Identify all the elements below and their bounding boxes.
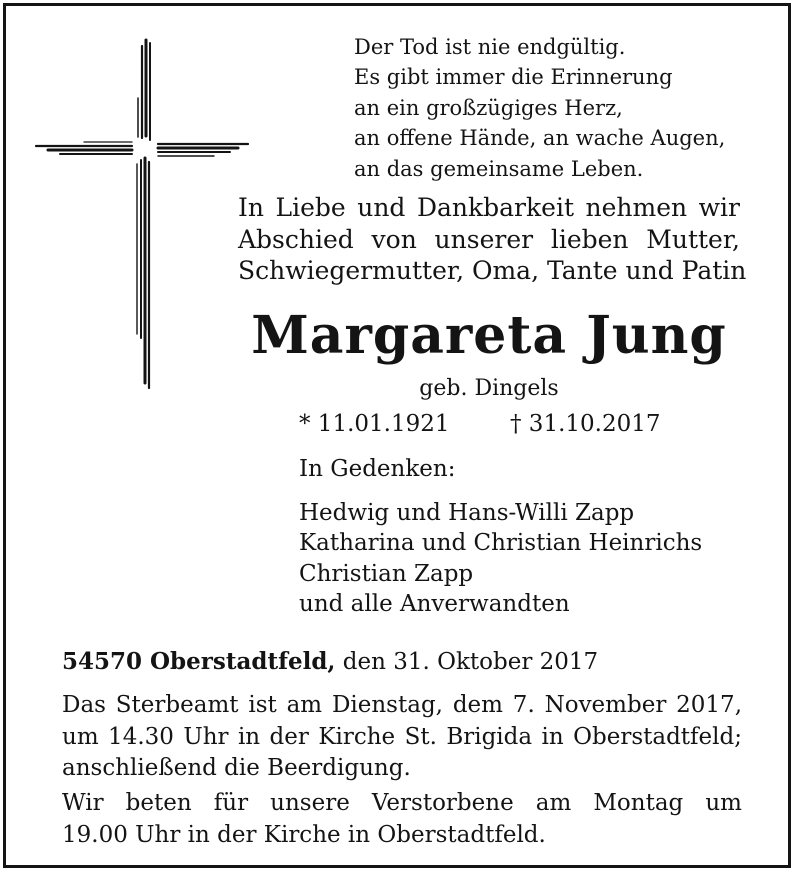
place-date <box>62 646 598 678</box>
prayer-info <box>62 788 742 851</box>
cross-icon <box>34 38 254 390</box>
poem <box>354 32 725 184</box>
mourner-line: Katharina und Christian Heinrichs <box>299 530 703 556</box>
mourner-line: und alle Anverwandten <box>299 591 570 617</box>
funeral-line: Das Sterbeamt ist am Dienstag, dem 7. November 2017, <box>62 692 742 718</box>
mourner-line: Hedwig und Hans-Willi Zapp <box>299 499 635 526</box>
prayer-line: 19.00 Uhr in der Kirche in Oberstadtfeld. <box>62 821 546 848</box>
mourner-line: Christian Zapp <box>299 560 474 587</box>
poem-line: an das gemeinsame Leben. <box>354 156 644 181</box>
farewell-line: Abschied von unserer lieben Mutter, <box>238 224 740 254</box>
poem-line: Es gibt immer die Erinnerung <box>354 65 673 90</box>
mourners <box>299 454 702 620</box>
death-date: † 31.10.2017 <box>510 411 661 437</box>
farewell-line: Schwiegermutter, Oma, Tante und Patin <box>238 256 747 285</box>
prayer-line: Wir beten für unsere Verstorbene am Montag um <box>62 790 742 816</box>
farewell-text <box>238 192 747 287</box>
poem-line: Der Tod ist nie endgültig. <box>354 35 626 59</box>
deceased-name: Margareta Jung <box>251 305 727 366</box>
poem-line: an ein großzügiges Herz, <box>354 95 623 120</box>
funeral-line: um 14.30 Uhr in der Kirche St. Brigida in Oberstadtfeld; <box>62 723 742 750</box>
farewell-line: In Liebe und Dankbarkeit nehmen wir <box>238 193 740 222</box>
funeral-line: anschließend die Beerdigung. <box>62 755 411 781</box>
birth-date: * 11.01.1921 <box>299 411 450 437</box>
notice-date: den 31. Oktober 2017 <box>342 649 599 675</box>
place-location: 54570 Oberstadtfeld, <box>62 648 336 675</box>
maiden-name: geb. Dingels <box>419 376 559 401</box>
poem-line: an offene Hände, an wache Augen, <box>354 126 726 151</box>
mourners-label: In Gedenken: <box>299 456 456 482</box>
funeral-info <box>62 690 742 785</box>
